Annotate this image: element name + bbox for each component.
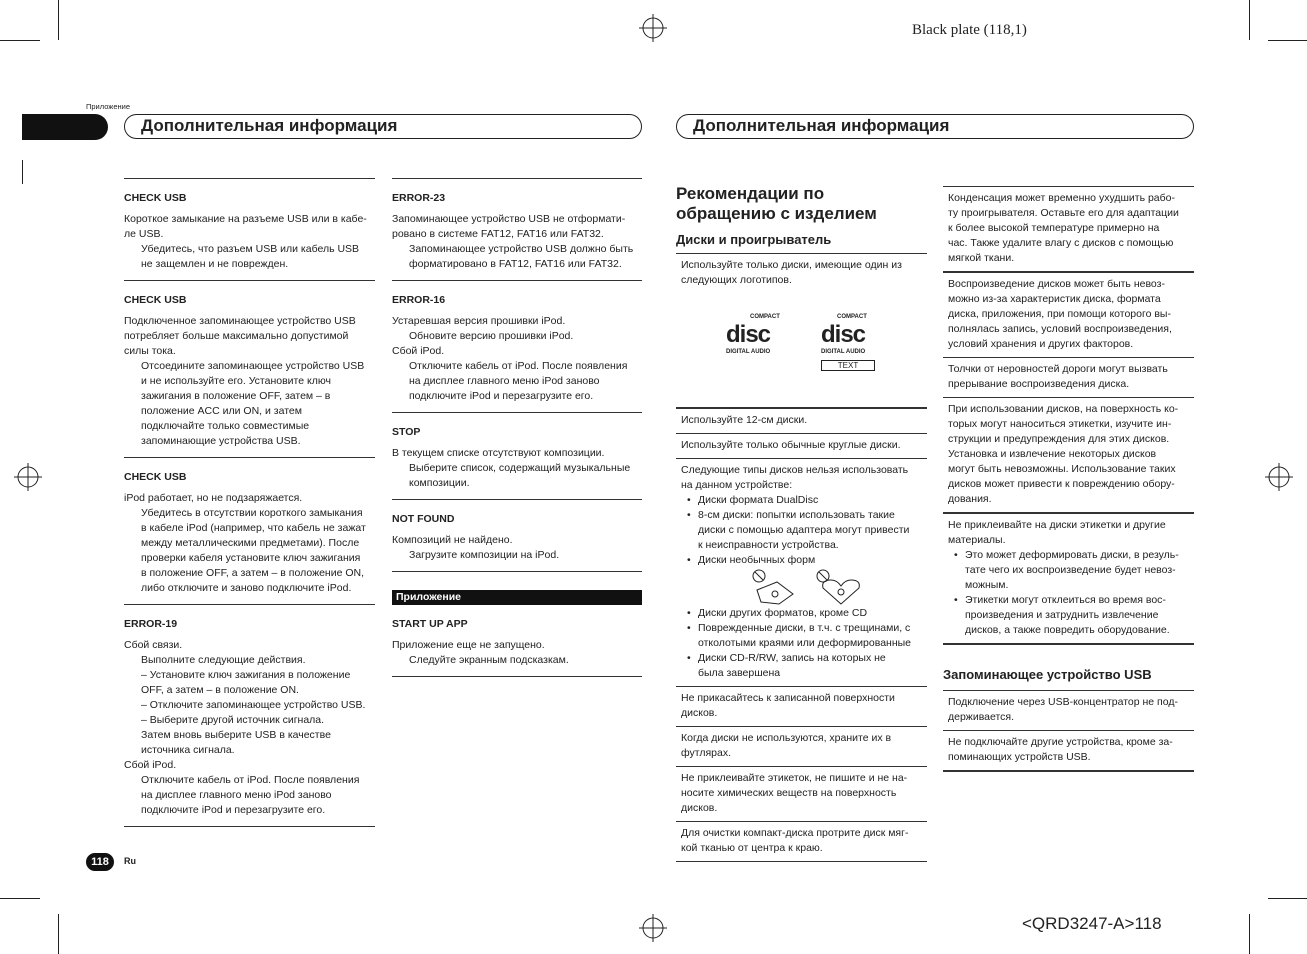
logo-disc-text: disc	[821, 321, 866, 348]
message-title: ERROR-16	[392, 294, 446, 306]
text-line: ровано в системе FAT12, FAT16 или FAT32.	[392, 228, 604, 240]
info-box	[676, 767, 927, 822]
text-line: Убедитесь, что разъем USB или кабель USB	[141, 243, 360, 255]
text-line: потребляет больше максимально допустимой	[124, 330, 349, 342]
cd-text-logo	[821, 310, 875, 371]
text-line: Для очистки компакт-диска протрите диск мяг-	[681, 827, 909, 839]
info-box	[943, 273, 1194, 358]
text-line: струкции и предупреждения для этих дисков.	[948, 433, 1170, 445]
registration-mark	[1265, 463, 1293, 491]
registration-mark	[14, 463, 42, 491]
page-number: 118	[91, 856, 109, 868]
info-box	[943, 398, 1194, 514]
message-title: STOP	[392, 426, 421, 438]
text-line: футлярах.	[681, 747, 732, 759]
text-line: условий хранения и других факторов.	[948, 338, 1134, 350]
text-line: источника сигнала.	[141, 744, 235, 756]
header-left: Дополнительная информация	[124, 114, 642, 139]
text-line: ту проигрывателя. Оставьте его для адаптации	[948, 207, 1179, 219]
text-line: • Поврежденные диски, в т.ч. с трещинами, с	[698, 622, 911, 634]
text-line: • Это может деформировать диски, в резуль-	[965, 549, 1179, 561]
message-title: ERROR-23	[392, 192, 446, 204]
text-line: в положение OFF, а затем – в положение ON,	[141, 567, 365, 579]
crop-mark	[0, 898, 40, 899]
bullet-item	[681, 508, 922, 553]
logo-disc-text: disc	[726, 321, 771, 348]
text-line: – Отключите запоминающее устройство USB.	[141, 699, 366, 711]
odd-shape-disc-icon	[749, 568, 869, 606]
text-line: запоминающие устройства USB.	[141, 435, 301, 447]
text-line: Сбой iPod.	[124, 759, 177, 771]
section-tab	[22, 114, 108, 140]
text-line: можным.	[965, 579, 1009, 591]
text-line: носите химических веществ на поверхность	[681, 787, 897, 799]
text-line: Выполните следующие действия.	[141, 654, 306, 666]
text-line: Устаревшая версия прошивки iPod.	[392, 315, 566, 327]
text-line: Не приклеивайте этикеток, не пишите и не на-	[681, 772, 908, 784]
text-line: Отключите кабель от iPod. После появления	[141, 774, 360, 786]
text-line: • Этикетки могут отклеиться во время вос-	[965, 594, 1166, 606]
text-line: не защемлен и не поврежден.	[141, 258, 289, 270]
registration-mark	[639, 14, 667, 42]
text-line: форматировано в FAT12, FAT16 или FAT32.	[409, 258, 622, 270]
text-line: Отключите кабель от iPod. После появления	[409, 360, 628, 372]
bullet-list	[681, 493, 922, 568]
message-title: CHECK USB	[124, 192, 187, 204]
info-box	[943, 514, 1194, 645]
text-line: подключите iPod и перезагрузите его.	[409, 390, 594, 402]
language-code: Ru	[124, 856, 136, 866]
text-line: полнялась запись, условий воспроизведения,	[948, 323, 1172, 335]
text-line: следующих логотипов.	[681, 274, 792, 286]
message-block	[124, 605, 375, 827]
section-title-line: Рекомендации по	[676, 184, 825, 203]
message-title: NOT FOUND	[392, 513, 455, 525]
text-line: • Диски других форматов, кроме CD	[698, 607, 868, 619]
text-line: на данном устройстве:	[681, 479, 793, 491]
text-line: можно из-за характеристик диска, формата	[948, 293, 1161, 305]
text-line: произведения и затруднить извлечение	[965, 609, 1159, 621]
text-line: ле USB.	[124, 228, 164, 240]
message-title: CHECK USB	[124, 471, 187, 483]
text-line: была завершена	[698, 667, 781, 679]
bullet-item	[681, 553, 922, 568]
text-line: Установка и извлечение некоторых дисков	[948, 448, 1157, 460]
info-box	[943, 690, 1194, 731]
text-line: Следующие типы дисков нельзя использовать	[681, 464, 909, 476]
text-line: диски с помощью адаптера могут привести	[698, 524, 910, 536]
text-line: силы тока.	[124, 345, 176, 357]
bullet-item	[681, 606, 922, 621]
text-line: дисков.	[681, 707, 718, 719]
text-line: – Установите ключ зажигания в положение	[141, 669, 351, 681]
text-line: мягкой ткани.	[948, 252, 1015, 264]
message-block	[392, 605, 642, 677]
crop-mark	[1249, 914, 1250, 954]
text-line: Приложение еще не запущено.	[392, 639, 545, 651]
column-1	[124, 178, 375, 827]
text-line: Короткое замыкание на разъеме USB или в кабе-	[124, 213, 367, 225]
text-line: положение ACC или ON, и затем	[141, 405, 302, 417]
text-line: • Диски формата DualDisc	[698, 494, 819, 506]
text-line: дисков.	[681, 802, 718, 814]
bullet-item	[948, 548, 1189, 593]
message-block	[392, 413, 642, 500]
text-line: зажигания в положение OFF, затем – в	[141, 390, 331, 402]
text-line: Композиций не найдено.	[392, 534, 513, 546]
bullet-item	[948, 593, 1189, 638]
text-line: Обновите версию прошивки iPod.	[409, 330, 574, 342]
text-line: • 8-см диски: попытки использовать такие	[698, 509, 895, 521]
text-line: композиции.	[409, 477, 470, 489]
cd-logo	[726, 310, 780, 360]
text-line: дисков, а также повредить оборудование.	[965, 624, 1170, 636]
text-line: на дисплее главного меню iPod заново	[409, 375, 600, 387]
info-box	[943, 358, 1194, 398]
text-line: Сбой связи.	[124, 639, 183, 651]
usb-title: Запоминающее устройство USB	[943, 667, 1152, 682]
column-4	[943, 186, 1194, 772]
text-line: Толчки от неровностей дороги могут вызвать	[948, 363, 1168, 375]
text-line: прерывание воспроизведения диска.	[948, 378, 1130, 390]
text-line: диска, приложения, при помощи которого вы-	[948, 308, 1171, 320]
info-box	[676, 687, 927, 727]
text-line: Убедитесь в отсутствии короткого замыкания	[141, 507, 363, 519]
info-box	[676, 822, 927, 862]
crop-mark	[1268, 40, 1307, 41]
text-line: • Диски необычных форм	[698, 554, 816, 566]
text-line: дования.	[948, 493, 992, 505]
text-line: Подключенное запоминающее устройство USB	[124, 315, 356, 327]
text-line: Не прикасайтесь к записанной поверхности	[681, 692, 895, 704]
text-line: Отсоедините запоминающее устройство USB	[141, 360, 365, 372]
text-line: Используйте только диски, имеющие один из	[681, 259, 902, 271]
column-2	[392, 178, 642, 677]
crop-mark	[58, 0, 59, 40]
text-line: кой тканью от центра к краю.	[681, 842, 823, 854]
text-line: Запоминающее устройство USB не отформати-	[392, 213, 626, 225]
crop-mark	[22, 160, 23, 184]
text-line: в кабеле iPod (например, что кабель не зажат	[141, 522, 366, 534]
crop-mark	[58, 914, 59, 954]
bullet-item	[681, 493, 922, 508]
text-line: Затем вновь выберите USB в качестве	[141, 729, 331, 741]
text-line: Конденсация может временно ухудшить рабо-	[948, 192, 1175, 204]
text-line: Выберите список, содержащий музыкальные	[409, 462, 631, 474]
crop-mark	[1268, 898, 1307, 899]
message-block	[124, 458, 375, 605]
text-line: Не приклеивайте на диски этикетки и другие	[948, 519, 1166, 531]
info-box	[676, 253, 927, 408]
text-line: В текущем списке отсутствуют композиции.	[392, 447, 605, 459]
registration-mark	[639, 914, 667, 942]
text-line: отколотыми краями или деформированные	[698, 637, 912, 649]
header-right: Дополнительная информация	[676, 114, 1194, 139]
text-line: При использовании дисков, на поверхность ко-	[948, 403, 1179, 415]
text-line: час. Также удалите влагу с дисков с помощью	[948, 237, 1174, 249]
text-line: торых могут наноситься этикетки, изучите ин-	[948, 418, 1172, 430]
section-title-line: обращению с изделием	[676, 204, 877, 223]
info-box	[676, 727, 927, 767]
text-line: либо отключите и заново подключите iPod.	[141, 582, 352, 594]
appendix-section-bar: Приложение	[392, 590, 642, 605]
message-title: START UP APP	[392, 618, 468, 630]
logo-compact-text: COMPACT	[837, 314, 867, 320]
message-block	[124, 178, 375, 281]
message-block	[392, 178, 642, 281]
text-line: к более высокой температуре примерно на	[948, 222, 1160, 234]
section-title	[676, 184, 927, 224]
column-3	[676, 184, 927, 862]
plate-label: Black plate (118,1)	[912, 22, 1027, 38]
text-line: OFF, а затем – в положение ON.	[141, 684, 299, 696]
text-line: поминающих устройств USB.	[948, 751, 1091, 763]
appendix-label: Приложение	[86, 102, 130, 111]
text-line: Сбой iPod.	[392, 345, 445, 357]
text-line: Воспроизведение дисков может быть невоз-	[948, 278, 1165, 290]
text-line: тате чего их воспроизведение будет невоз-	[965, 564, 1176, 576]
text-line: подключайте только совместимые	[141, 420, 310, 432]
text-line: подключите iPod и перезагрузите его.	[141, 804, 326, 816]
subsection-title: Диски и проигрыватель	[676, 232, 832, 247]
logo-compact-text: COMPACT	[750, 314, 780, 320]
text-line: Подключение через USB-концентратор не под-	[948, 696, 1178, 708]
text-line: • Диски CD-R/RW, запись на которых не	[698, 652, 886, 664]
crop-mark	[1249, 0, 1250, 40]
message-block	[392, 500, 642, 572]
info-box: Используйте только обычные круглые диски.	[676, 434, 927, 459]
text-line: на дисплее главного меню iPod заново	[141, 789, 332, 801]
text-line: могут быть невозможны. Использование таких	[948, 463, 1176, 475]
text-line: дисков может привести к повреждению обору-	[948, 478, 1175, 490]
text-line: к неисправности устройства.	[698, 539, 839, 551]
message-title: ERROR-19	[124, 618, 178, 630]
page-number-badge	[86, 853, 114, 871]
message-block	[392, 281, 642, 413]
bullet-item	[681, 651, 922, 681]
bullet-list	[948, 548, 1189, 638]
text-line: материалы.	[948, 534, 1006, 546]
logo-digital-text: DIGITAL AUDIO	[726, 349, 771, 355]
text-line: между металлическими предметами). После	[141, 537, 360, 549]
info-box: Используйте 12-см диски.	[676, 408, 927, 434]
text-line: – Выберите другой источник сигнала.	[141, 714, 325, 726]
bullet-list	[681, 606, 922, 681]
info-box	[676, 459, 927, 687]
crop-mark	[0, 40, 40, 41]
text-line: проверки кабеля установите ключ зажигания	[141, 552, 361, 564]
text-line: Загрузите композиции на iPod.	[409, 549, 560, 561]
info-box-text	[681, 258, 922, 288]
text-line: Не подключайте другие устройства, кроме за-	[948, 736, 1173, 748]
text-line: Следуйте экранным подсказкам.	[409, 654, 569, 666]
message-block	[124, 281, 375, 458]
bullet-item	[681, 621, 922, 651]
odd-disc-icons	[681, 568, 922, 606]
logo-digital-text: DIGITAL AUDIO	[821, 349, 866, 355]
text-line: Запоминающее устройство USB должно быть	[409, 243, 634, 255]
text-line: и не используйте его. Установите ключ	[141, 375, 331, 387]
text-line: Когда диски не используются, храните их в	[681, 732, 892, 744]
logo-text-box: TEXT	[821, 360, 875, 371]
text-line: держивается.	[948, 711, 1015, 723]
doc-code: <QRD3247-A>118	[1022, 914, 1162, 933]
text-line: iPod работает, но не подзаряжается.	[124, 492, 303, 504]
message-title: CHECK USB	[124, 294, 187, 306]
info-box	[943, 731, 1194, 772]
spacer	[392, 572, 642, 586]
info-box	[943, 186, 1194, 273]
